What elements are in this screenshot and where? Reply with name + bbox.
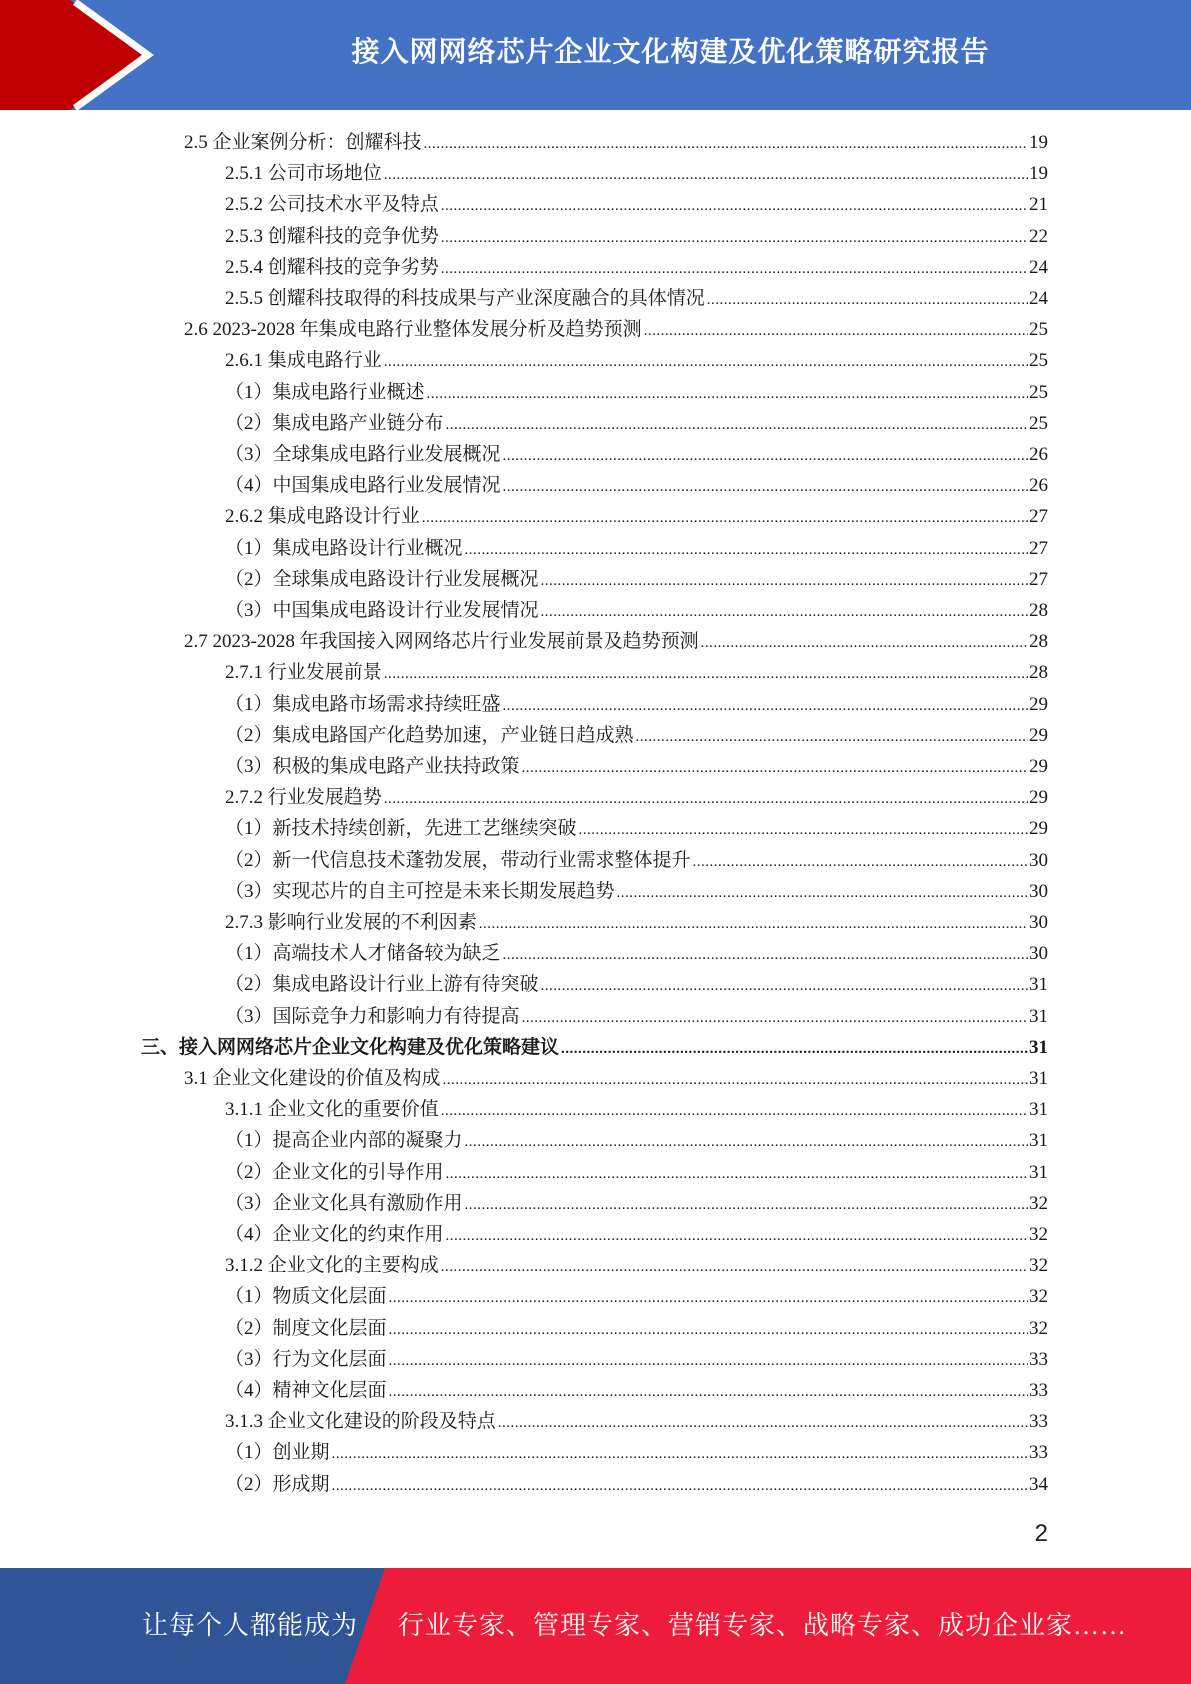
toc-entry[interactable] — [141, 1032, 1048, 1063]
toc-entry[interactable] — [225, 751, 1048, 782]
toc-dot-leader — [384, 784, 1028, 815]
toc-dot-leader — [503, 940, 1028, 971]
toc-dot-leader — [427, 379, 1028, 410]
toc-dot-leader — [498, 1408, 1028, 1439]
toc-entry[interactable] — [225, 720, 1048, 751]
toc-entry[interactable] — [184, 127, 1048, 158]
toc-dot-leader — [701, 628, 1028, 659]
toc-entry-label: （3）中国集成电路设计行业发展情况 — [225, 600, 539, 621]
toc-entry-page: 27 — [1029, 506, 1048, 528]
page-header — [0, 0, 1191, 110]
toc-entry-label: （3）国际竞争力和影响力有待提高 — [225, 1005, 520, 1027]
toc-dot-leader — [446, 410, 1028, 441]
toc-entry[interactable] — [225, 938, 1048, 969]
toc-entry-page: 31 — [1029, 1130, 1048, 1152]
toc-dot-leader — [465, 1190, 1028, 1221]
toc-entry[interactable] — [225, 1219, 1048, 1250]
toc-entry-page: 22 — [1029, 225, 1048, 247]
toc-dot-leader — [465, 1127, 1028, 1158]
toc-entry-label: 2.5.3 创耀科技的竞争优势 — [225, 225, 439, 247]
toc-entry-label: 2.5.5 创耀科技取得的科技成果与产业深度融合的具体情况 — [225, 288, 705, 309]
page-footer — [0, 1568, 1191, 1684]
toc-dot-leader — [446, 1221, 1028, 1252]
toc-entry[interactable] — [225, 470, 1048, 501]
toc-dot-leader — [522, 753, 1028, 784]
toc-entry-label: 3.1 企业文化建设的价值及构成 — [184, 1068, 441, 1089]
toc-dot-leader — [332, 1439, 1028, 1470]
toc-dot-leader — [422, 503, 1028, 534]
toc-entry-page: 30 — [1029, 912, 1048, 933]
toc-entry-page: 31 — [1029, 1005, 1048, 1027]
toc-entry-label: （2）新一代信息技术蓬勃发展，带动行业需求整体提升 — [225, 849, 691, 871]
toc-entry-label: （2）形成期 — [225, 1473, 330, 1495]
report-title: 接入网网络芯片企业文化构建及优化策略研究报告 — [351, 35, 990, 68]
toc-entry-page: 28 — [1029, 662, 1048, 684]
toc-entry-label: （1）提高企业内部的凝聚力 — [225, 1130, 463, 1152]
toc-entry-page: 19 — [1029, 163, 1048, 185]
toc-dot-leader — [441, 1096, 1028, 1127]
toc-entry[interactable] — [225, 1250, 1048, 1281]
toc-entry-label: 2.7.2 行业发展趋势 — [225, 787, 382, 809]
toc-entry-label: 2.7.1 行业发展前景 — [225, 662, 382, 684]
toc-entry[interactable] — [225, 1437, 1048, 1468]
toc-entry-label: （1）物质文化层面 — [225, 1286, 387, 1308]
toc-entry[interactable] — [225, 377, 1048, 408]
toc-dot-leader — [389, 1377, 1028, 1408]
toc-entry-page: 31 — [1029, 1036, 1048, 1058]
toc-entry-page: 29 — [1029, 787, 1048, 809]
toc-entry[interactable] — [225, 969, 1048, 1000]
toc-entry-page: 31 — [1029, 1099, 1048, 1121]
toc-dot-leader — [479, 909, 1028, 940]
toc-entry-page: 29 — [1029, 818, 1048, 840]
toc-entry[interactable] — [225, 1001, 1048, 1032]
toc-entry[interactable] — [225, 782, 1048, 813]
toc-entry-page: 32 — [1029, 1224, 1048, 1245]
toc-entry[interactable] — [225, 595, 1048, 626]
toc-entry[interactable] — [225, 813, 1048, 844]
toc-entry-page: 24 — [1029, 256, 1048, 278]
toc-dot-leader — [636, 722, 1028, 753]
toc-entry-page: 31 — [1029, 1068, 1048, 1089]
toc-entry-page: 32 — [1029, 1192, 1048, 1214]
toc-entry[interactable] — [225, 564, 1048, 595]
toc-entry-label: （3）实现芯片的自主可控是未来长期发展趋势 — [225, 880, 615, 902]
toc-entry[interactable] — [225, 689, 1048, 720]
toc-entry-label: 2.7 2023-2028 年我国接入网网络芯片行业发展前景及趋势预测 — [184, 631, 699, 653]
page-number: 2 — [1034, 1520, 1048, 1547]
toc-entry[interactable] — [225, 501, 1048, 532]
toc-entry[interactable] — [225, 1188, 1048, 1219]
toc-entry-page: 21 — [1029, 194, 1048, 216]
toc-dot-leader — [384, 347, 1028, 378]
toc-entry-label: （3）全球集成电路行业发展概况 — [225, 444, 501, 465]
toc-entry-page: 24 — [1029, 288, 1048, 309]
toc-dot-leader — [541, 971, 1028, 1002]
toc-entry-label: 2.6.1 集成电路行业 — [225, 350, 382, 372]
toc-entry[interactable] — [225, 1344, 1048, 1375]
toc-entry-label: 2.5.1 公司市场地位 — [225, 163, 382, 185]
toc-entry-label: （1）创业期 — [225, 1442, 330, 1464]
toc-entry[interactable] — [225, 907, 1048, 938]
toc-dot-leader — [332, 1471, 1028, 1502]
toc-entry-page: 25 — [1029, 412, 1048, 434]
footer-slogan-left: 让每个人都能成为 — [142, 1611, 359, 1640]
toc-entry-label: 2.5.4 创耀科技的竞争劣势 — [225, 256, 439, 278]
toc-entry[interactable] — [225, 1094, 1048, 1125]
toc-dot-leader — [579, 815, 1028, 846]
toc-entry-label: 2.5 企业案例分析：创耀科技 — [184, 132, 422, 153]
toc-entry-label: 3.1.1 企业文化的重要价值 — [225, 1099, 439, 1121]
toc-dot-leader — [617, 878, 1028, 909]
toc-dot-leader — [465, 535, 1028, 566]
toc-dot-leader — [384, 160, 1028, 191]
toc-entry-page: 19 — [1029, 132, 1048, 153]
toc-dot-leader — [424, 129, 1028, 160]
toc-entry-label: 3.1.2 企业文化的主要构成 — [225, 1255, 439, 1277]
toc-entry[interactable] — [225, 1281, 1048, 1312]
toc-entry-label: （2）制度文化层面 — [225, 1317, 387, 1339]
toc-entry[interactable] — [184, 626, 1048, 657]
toc-entry-label: （3）企业文化具有激励作用 — [225, 1192, 463, 1214]
toc-dot-leader — [541, 597, 1028, 628]
toc-entry[interactable] — [225, 1313, 1048, 1344]
toc-entry-label: 2.7.3 影响行业发展的不利因素 — [225, 912, 477, 933]
toc-dot-leader — [441, 254, 1028, 285]
toc-entry-page: 33 — [1029, 1348, 1048, 1370]
toc-entry-page: 25 — [1029, 381, 1048, 403]
toc-entry-label: （1）集成电路设计行业概况 — [225, 537, 463, 559]
toc-entry-page: 33 — [1029, 1411, 1048, 1433]
toc-dot-leader — [522, 1003, 1028, 1034]
toc-dot-leader — [389, 1315, 1028, 1346]
toc-dot-leader — [503, 441, 1028, 472]
toc-dot-leader — [561, 1034, 1028, 1065]
toc-entry-label: （2）企业文化的引导作用 — [225, 1161, 444, 1183]
toc-entry-page: 29 — [1029, 756, 1048, 777]
toc-dot-leader — [443, 1065, 1028, 1096]
toc-dot-leader — [384, 659, 1028, 690]
toc-entry-page: 25 — [1029, 319, 1048, 341]
toc-entry-page: 26 — [1029, 475, 1048, 497]
toc-entry-label: 三、接入网网络芯片企业文化构建及优化策略建议 — [141, 1036, 560, 1058]
toc-dot-leader — [693, 847, 1028, 878]
toc-dot-leader — [441, 191, 1028, 222]
toc-dot-leader — [644, 316, 1028, 347]
toc-entry-page: 28 — [1029, 631, 1048, 653]
toc-entry[interactable] — [225, 189, 1048, 220]
toc-dot-leader — [541, 566, 1028, 597]
toc-entry-page: 27 — [1029, 568, 1048, 590]
toc-entry-page: 32 — [1029, 1255, 1048, 1277]
toc-entry[interactable] — [225, 1469, 1048, 1500]
toc-entry[interactable] — [225, 221, 1048, 252]
toc-entry-label: 2.5.2 公司技术水平及特点 — [225, 194, 439, 216]
toc-entry[interactable] — [225, 845, 1048, 876]
toc-entry[interactable] — [225, 252, 1048, 283]
toc-entry-page: 33 — [1029, 1442, 1048, 1464]
footer-slogan-right: 行业专家、管理专家、营销专家、战略专家、成功企业家…… — [398, 1611, 1128, 1640]
toc-entry[interactable] — [225, 439, 1048, 470]
toc-entry-label: （4）精神文化层面 — [225, 1380, 387, 1401]
toc-entry-label: （1）新技术持续创新，先进工艺继续突破 — [225, 818, 577, 840]
toc-entry[interactable] — [184, 1063, 1048, 1094]
toc-entry-page: 32 — [1029, 1286, 1048, 1308]
toc-entry-label: （1）高端技术人才储备较为缺乏 — [225, 943, 501, 965]
toc-entry-label: （1）集成电路市场需求持续旺盛 — [225, 693, 501, 715]
toc-entry-label: （3）行为文化层面 — [225, 1348, 387, 1370]
toc-entry-page: 29 — [1029, 724, 1048, 746]
toc-entry-page: 30 — [1029, 880, 1048, 902]
toc-entry[interactable] — [225, 158, 1048, 189]
toc-entry[interactable] — [225, 533, 1048, 564]
toc-entry-page: 29 — [1029, 693, 1048, 715]
toc-entry[interactable] — [225, 1406, 1048, 1437]
toc-entry-label: （2）集成电路产业链分布 — [225, 412, 444, 434]
toc-entry-page: 34 — [1029, 1473, 1048, 1495]
toc-dot-leader — [446, 1159, 1028, 1190]
toc-entry-label: （2）集成电路国产化趋势加速，产业链日趋成熟 — [225, 724, 634, 746]
toc-entry-page: 27 — [1029, 537, 1048, 559]
toc-entry-label: 2.6 2023-2028 年集成电路行业整体发展分析及趋势预测 — [184, 319, 642, 341]
toc-entry[interactable] — [225, 345, 1048, 376]
toc-entry-page: 25 — [1029, 350, 1048, 372]
toc-dot-leader — [389, 1283, 1028, 1314]
toc-entry-label: 3.1.3 企业文化建设的阶段及特点 — [225, 1411, 496, 1433]
toc-entry-page: 32 — [1029, 1317, 1048, 1339]
toc-entry-page: 30 — [1029, 943, 1048, 965]
toc-dot-leader — [503, 472, 1028, 503]
toc-entry-label: （1）集成电路行业概述 — [225, 381, 425, 403]
toc-entry-page: 28 — [1029, 600, 1048, 621]
toc-dot-leader — [707, 285, 1028, 316]
toc-entry[interactable] — [225, 876, 1048, 907]
toc-entry[interactable] — [225, 408, 1048, 439]
toc-entry-page: 33 — [1029, 1380, 1048, 1401]
toc-entry-label: （2）全球集成电路设计行业发展概况 — [225, 568, 539, 590]
toc-dot-leader — [503, 691, 1028, 722]
toc-entry[interactable] — [225, 1157, 1048, 1188]
toc-dot-leader — [389, 1346, 1028, 1377]
toc-entry-label: （3）积极的集成电路产业扶持政策 — [225, 756, 520, 777]
toc-entry-page: 26 — [1029, 444, 1048, 465]
toc-entry[interactable] — [225, 657, 1048, 688]
toc-entry-page: 31 — [1029, 1161, 1048, 1183]
toc-entry-page: 31 — [1029, 974, 1048, 996]
toc-entry[interactable] — [225, 1125, 1048, 1156]
toc-entry[interactable] — [225, 1375, 1048, 1406]
toc-entry-label: （4）企业文化的约束作用 — [225, 1224, 444, 1245]
toc-dot-leader — [441, 1252, 1028, 1283]
toc-entry-label: （4）中国集成电路行业发展情况 — [225, 475, 501, 497]
toc-dot-leader — [441, 223, 1028, 254]
toc-entry[interactable] — [184, 314, 1048, 345]
toc-entry[interactable] — [225, 283, 1048, 314]
toc-entry-label: 2.6.2 集成电路设计行业 — [225, 506, 420, 528]
toc-entry-page: 30 — [1029, 849, 1048, 871]
toc-entry-label: （2）集成电路设计行业上游有待突破 — [225, 974, 539, 996]
